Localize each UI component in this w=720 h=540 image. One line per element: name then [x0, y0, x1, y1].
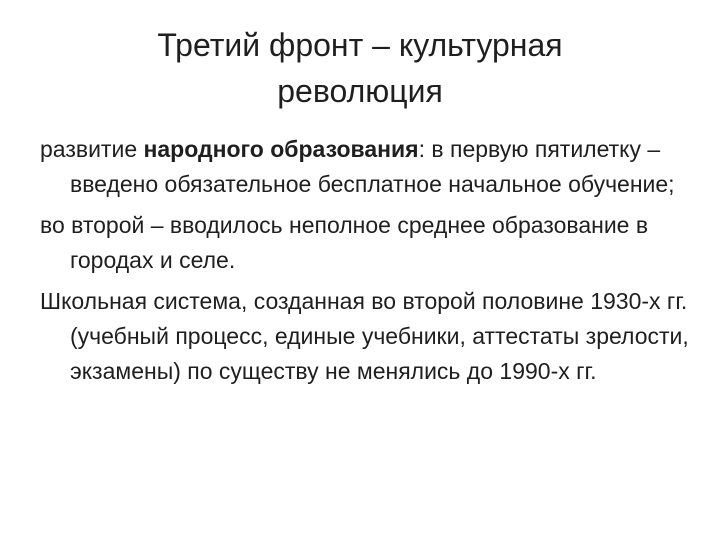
paragraph-education [40, 132, 690, 202]
paragraph-1-bold: народного образования [143, 136, 419, 162]
slide-title [110, 22, 610, 114]
paragraph-school-system: Школьная система, созданная во второй половине 1930-х гг. (учебный процесс, единые учебники, аттестаты зрелости, экзамены) по существу не менялись до 1990-х гг. [40, 288, 689, 384]
paragraph-1-suffix: : в первую пятилетку – введено обязательное бесплатное начальное обучение; [70, 136, 675, 197]
paragraph-second-plan: во второй – вводилось неполное среднее образование в городах и селе. [40, 212, 649, 273]
slide-body [40, 132, 690, 395]
title-line-1: Третий фронт – культурная [157, 27, 563, 63]
paragraph-1-prefix: развитие [40, 136, 144, 162]
title-line-2: революция [277, 73, 443, 109]
